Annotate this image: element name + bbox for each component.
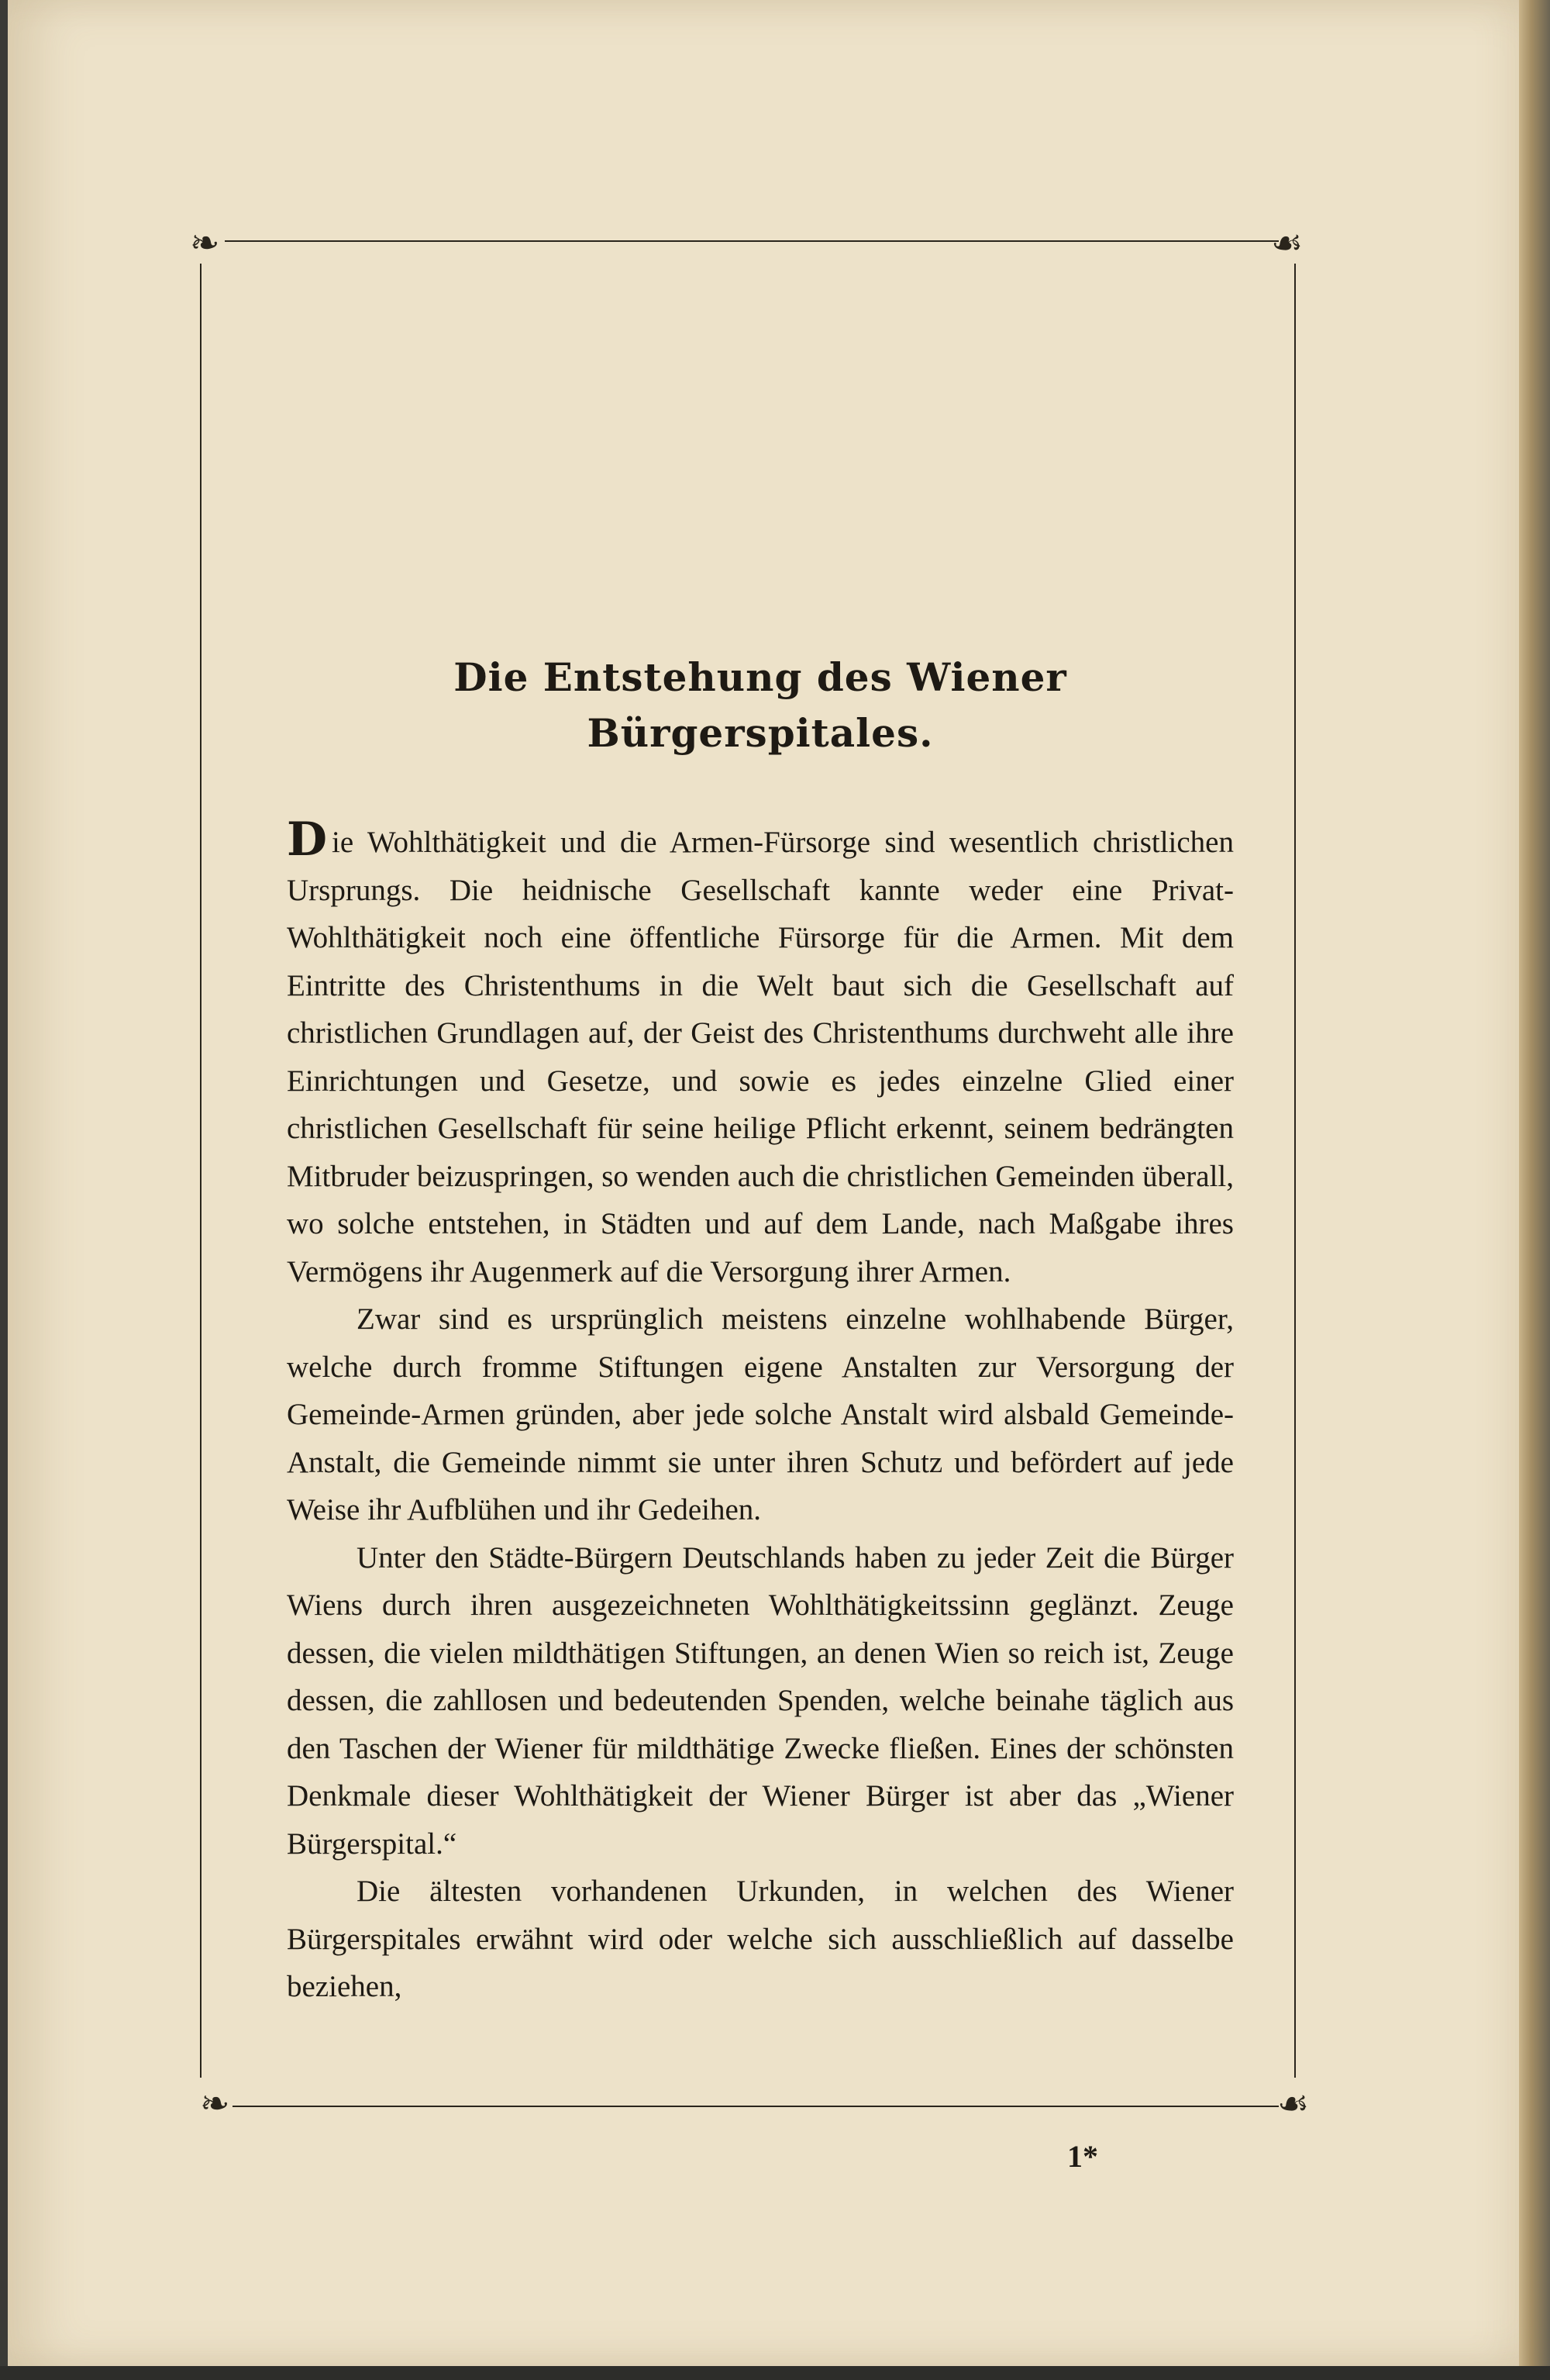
- corner-flourish-icon: ❧: [200, 2082, 230, 2124]
- page-edge: [1519, 0, 1550, 2380]
- frame-right-rule: [1294, 264, 1296, 2078]
- signature-mark: 1*: [1067, 2139, 1098, 2174]
- corner-flourish-icon: ☙: [1271, 222, 1304, 264]
- bottom-edge: [0, 2366, 1550, 2380]
- paragraph: Die ältesten vorhandenen Urkunden, in welchen des Wiener Bürgerspitales erwähnt wird oder welche sich ausschließlich auf dasselbe beziehen,: [287, 1875, 1234, 2003]
- frame-top-rule: [225, 240, 1279, 242]
- corner-flourish-icon: ☙: [1277, 2082, 1310, 2124]
- paragraph-text: ie Wohlthätigkeit und die Armen-Fürsorge sind wesentlich christlichen Ursprungs. Die heidnische Gesellschaft kannte weder eine Privat-Wohlthätigkeit noch eine öffentliche Fürsorge für die Armen. Mit dem Eintritte des Christenthums in die Welt baut sich die Gesellschaft auf christlichen Grundlagen auf, der Geist des Christenthums durchweht alle ihre Einrichtungen und Gesetze, und sowie es jedes einzelne Glied einer christlichen Gesellschaft für seine heilige Pflicht erkennt, seinem bedrängten Mitbruder beizuspringen, so wenden auch die christlichen Gemeinden überall, wo solche entstehen, in Städten und auf dem Lande, nach Maßgabe ihres Vermögens ihr Augenmerk auf die Versorgung ihrer Armen.: [287, 826, 1234, 1288]
- paragraph: Unter den Städte-Bürgern Deutschlands haben zu jeder Zeit die Bürger Wiens durch ihren ausgezeichneten Wohlthätigkeitssinn geglänzt. Zeuge dessen, die vielen mildthätigen Stiftungen, an denen Wien so reich ist, Zeuge dessen, die zahllosen und bedeutenden Spenden, welche beinahe täglich aus den Taschen der Wiener für mildthätige Zwecke fließen. Eines der schönsten Denkmale dieser Wohlthätigkeit der Wiener Bürger ist aber das „Wiener Bürgerspital.“: [287, 1540, 1234, 1861]
- text-block: [287, 650, 1234, 2011]
- frame-left-rule: [200, 264, 202, 2078]
- paragraph: [287, 812, 1234, 1295]
- frame-bottom-rule: [232, 2106, 1279, 2107]
- paragraph: Zwar sind es ursprünglich meistens einzelne wohlhabende Bürger, welche durch fromme Stiftungen eigene Anstalten zur Versorgung der Gemeinde-Armen gründen, aber jede solche Anstalt wird alsbald Gemeinde-Anstalt, die Gemeinde nimmt sie unter ihren Schutz und befördert auf jede Weise ihr Aufblühen und ihr Gedeihen.: [287, 1302, 1234, 1526]
- drop-capital: D: [287, 812, 328, 867]
- corner-flourish-icon: ❧: [190, 222, 220, 264]
- chapter-title: Die Entstehung des Wiener Bürgerspitales.: [453, 654, 1067, 756]
